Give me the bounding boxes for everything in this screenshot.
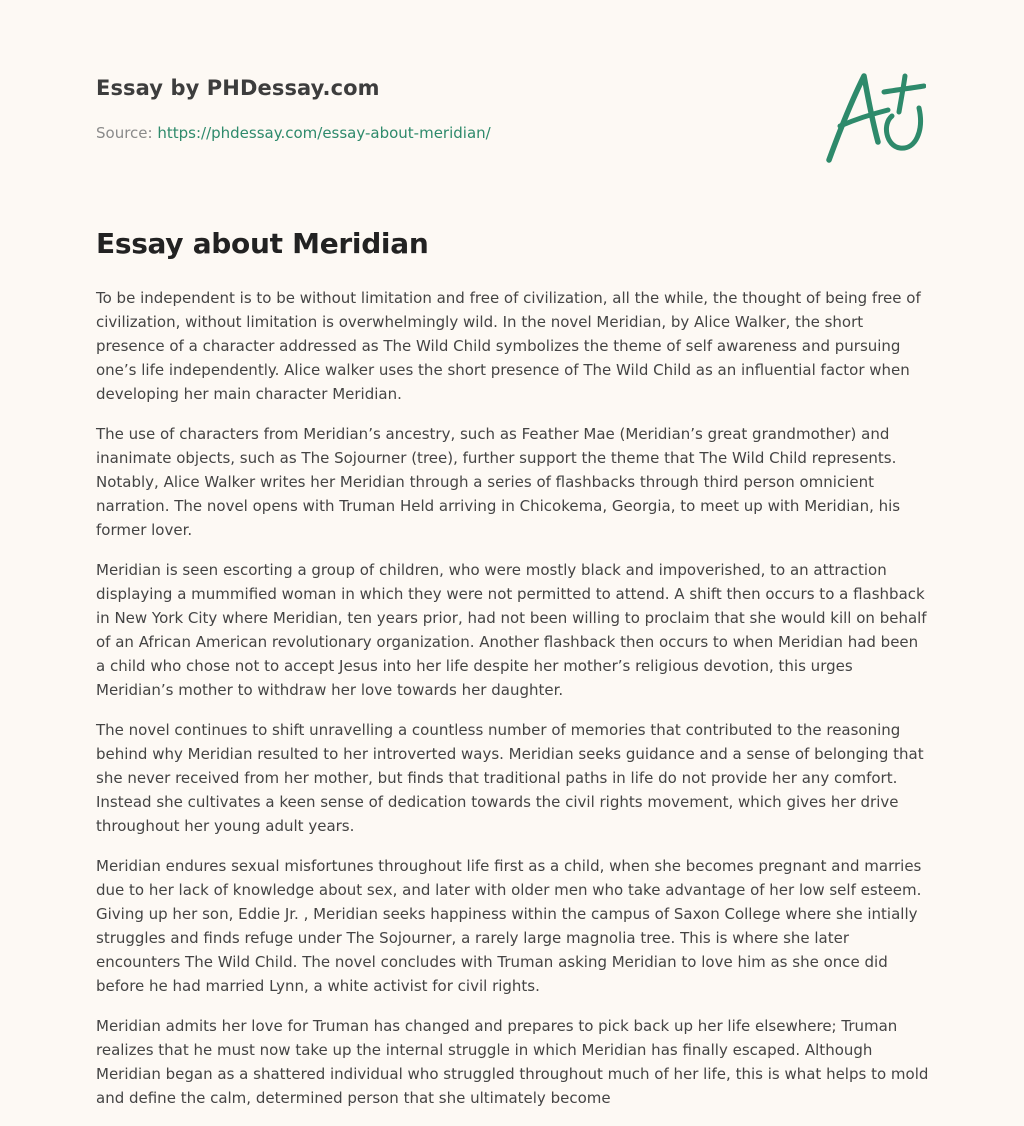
essay-paragraph: Meridian admits her love for Truman has changed and prepares to pick back up her life elsewhere; Truman realizes that he must now take up the internal struggle in which Meridian has finally escaped. Although Meridian began as a shattered individual who struggled throughout much of her life, this is what helps to mold and define the calm, determined person that she ultimately become [96, 1017, 929, 1107]
a-plus-logo-icon [826, 68, 926, 164]
essay-paragraph: The novel continues to shift unravelling a countless number of memories that contributed to the reasoning behind why Meridian resulted to her introverted ways. Meridian seeks guidance and a sense of belonging that she never received from her mother, but finds that traditional paths in life do not provide her any comfort. Instead she cultivates a keen sense of dedication towards the civil rights movement, which gives her drive throughout her young adult years. [96, 721, 924, 835]
essay-body [96, 224, 930, 1126]
essay-paragraph: The use of characters from Meridian’s ancestry, such as Feather Mae (Meridian’s great grandmother) and inanimate objects, such as The Sojourner (tree), further support the theme that The Wild Child represents. Notably, Alice Walker writes her Meridian through a series of flashbacks through third person omnicient narration. The novel opens with Truman Held arriving in Chicokema, Georgia, to meet up with Meridian, his former lover. [96, 425, 901, 539]
page-header [96, 0, 928, 200]
source-label: Source: [96, 124, 153, 142]
site-title: Essay by PHDessay.com [96, 76, 380, 100]
essay-title: Essay about Meridian [96, 227, 429, 260]
essay-paragraph: Meridian is seen escorting a group of children, who were mostly black and impoverished, to an attraction displaying a mummified woman in which they were not permitted to attend. A shift then occurs to a flashback in New York City where Meridian, ten years prior, had not been willing to proclaim that she would kill on behalf of an African American revolutionary organization. Another flashback then occurs to when Meridian had been a child who chose not to accept Jesus into her life despite her mother’s religious devotion, this urges Meridian’s mother to withdraw her love towards her daughter. [96, 561, 927, 699]
essay-paragraph: Meridian endures sexual misfortunes throughout life first as a child, when she becomes pregnant and marries due to her lack of knowledge about sex, and later with older men who take advantage of her low self esteem. Giving up her son, Eddie Jr. , Meridian seeks happiness within the campus of Saxon College where she intially struggles and finds refuge under The Sojourner, a rarely large magnolia tree. This is where she later encounters The Wild Child. The novel concludes with Truman asking Meridian to love him as she once did before he had married Lynn, a white activist for civil rights. [96, 857, 922, 995]
source-link[interactable]: https://phdessay.com/essay-about-meridian/ [157, 124, 491, 142]
source-line [96, 124, 491, 142]
essay-paragraph: To be independent is to be without limitation and free of civilization, all the while, the thought of being free of civilization, without limitation is overwhelmingly wild. In the novel Meridian, by Alice Walker, the short presence of a character addressed as The Wild Child symbolizes the theme of self awareness and pursuing one’s life independently. Alice walker uses the short presence of The Wild Child as an influential factor when developing her main character Meridian. [96, 289, 921, 403]
